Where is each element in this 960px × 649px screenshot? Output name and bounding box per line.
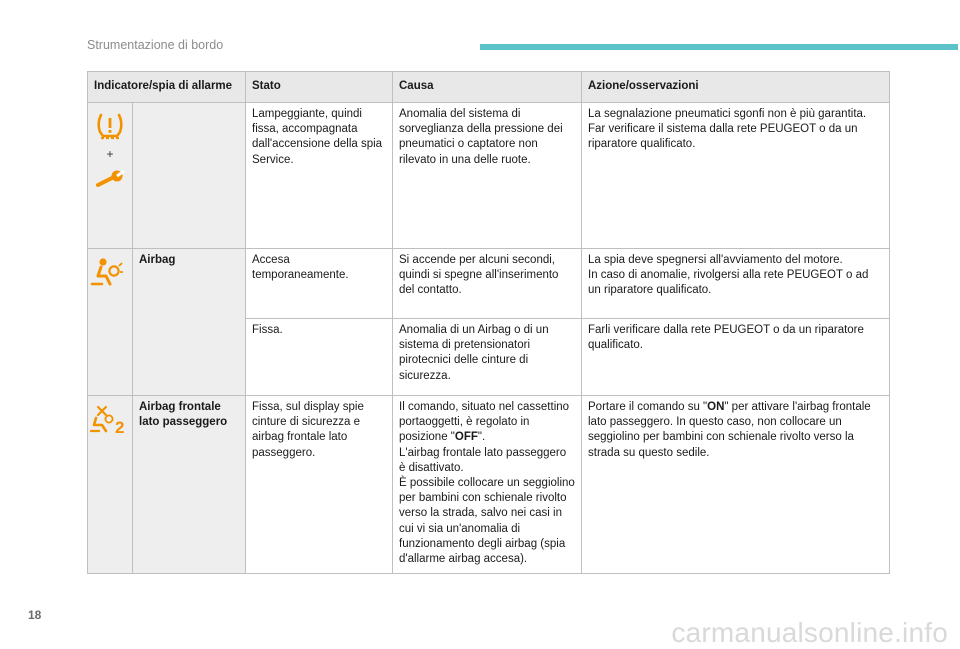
table-header-row [88,72,890,103]
tyre-pressure-warning-icon [95,111,125,141]
cause-cell: Si accende per alcuni secondi, quindi si spegne all'inserimento del contatto. [393,249,582,319]
cause-cell: Anomalia di un Airbag o di un sistema di pretensionatori pirotecnici delle cinture di sicurezza. [393,319,582,396]
action-cell [582,396,890,574]
passenger-airbag-off-icon [90,404,130,434]
action-on-keyword: ON [707,401,725,413]
icon-cell [88,249,133,396]
state-cell: Lampeggiante, quindi fissa, accompagnata dall'accensione della spia Service. [246,103,393,249]
section-accent-bar [480,44,958,50]
table-row [88,103,890,249]
column-header-cause: Causa [393,72,582,103]
action-cell: La segnalazione pneumatici sgonfi non è più garantita. Far verificare il sistema dalla rete PEUGEOT o da un riparatore qualificato. [582,103,890,249]
cause-cell [393,396,582,574]
state-cell: Fissa, sul display spie cinture di sicurezza e airbag frontale lato passeggero. [246,396,393,574]
state-cell: Fissa. [246,319,393,396]
page-number: 18 [28,608,42,622]
table-row [88,396,890,574]
indicator-name [133,103,246,249]
section-title: Strumentazione di bordo [87,38,224,52]
service-wrench-icon [95,168,125,190]
cause-cell: Anomalia del sistema di sorveglianza della pressione dei pneumatici o captatore non rilevato in una delle ruote. [393,103,582,249]
action-text: " per attivare l'airbag frontale lato passeggero. In questo caso, non collocare un seggiolino per bambini con schienale rivolto verso la strada su questo sedile. [588,401,871,459]
indicator-name: Airbag [133,249,246,396]
airbag-warning-icon [90,257,130,287]
warning-lights-table [87,71,890,574]
cause-text: Il comando, situato nel cassettino portaoggetti, è regolato in posizione " [399,401,570,444]
plus-sign: + [106,147,114,161]
table-row [88,249,890,319]
action-cell: La spia deve spegnersi all'avviamento del motore. In caso di anomalie, rivolgersi alla rete PEUGEOT o ad un riparatore qualificato. [582,249,890,319]
icon-cell [88,396,133,574]
state-cell: Accesa temporaneamente. [246,249,393,319]
watermark: carmanualsonline.info [671,617,948,648]
action-cell: Farli verificare dalla rete PEUGEOT o da un riparatore qualificato. [582,319,890,396]
indicator-name: Airbag frontale lato passeggero [133,396,246,574]
svg-text:2: 2 [115,418,125,434]
action-text: Portare il comando su " [588,401,708,413]
column-header-state: Stato [246,72,393,103]
column-header-indicator: Indicatore/spia di allarme [88,72,246,103]
cause-text: ". L'airbag frontale lato passeggero è disattivato. È possibile collocare un seggiolino per bambini con schienale rivolto verso la strada, salvo nei casi in cui vi sia un'anomalia di funzionamento degli airbag (spia d'allarme airbag accesa). [399,431,575,566]
cause-off-keyword: OFF [454,431,478,444]
column-header-action: Azione/osservazioni [582,72,890,103]
icon-cell [88,103,133,249]
